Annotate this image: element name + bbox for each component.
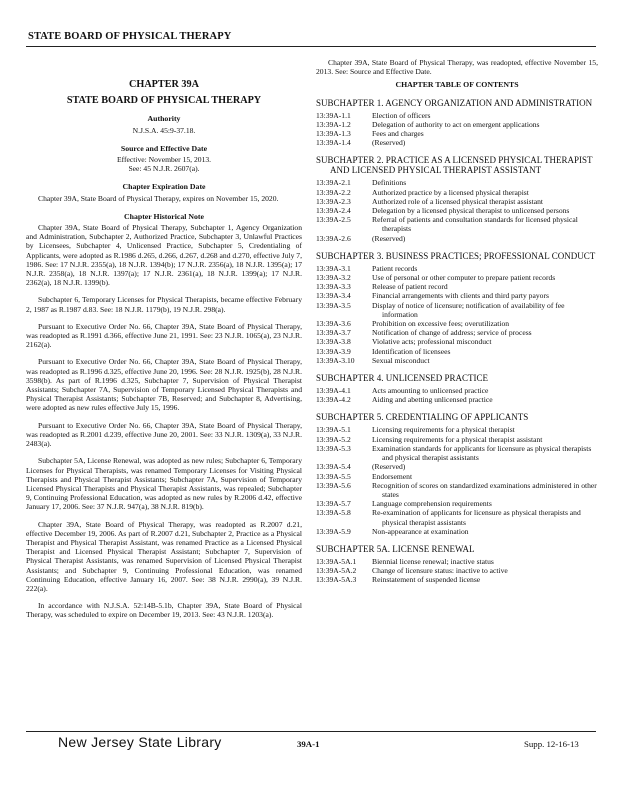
- historical-paragraph: Subchapter 5A, License Renewal, was adopted as new rules; Subchapter 6, Temporary Licenses for Physical Therapists, was renamed Temporary Licenses for Visiting Physical Therapists and Physical Therapist Assistants; Subchapter 7A, Supervision of Temporary Licensed Physical Therapists and Physical Therapist Assistants, was repealed; Subchapter 9, Continuing Professional Education, was adopted as new rules by R.2006 d.42, effective January 17, 2006. See: 37 N.J.R. 947(a), 38 N.J.R. 819(b).: [26, 456, 302, 512]
- section-title: Patient records: [372, 263, 418, 273]
- section-title: Endorsement: [372, 471, 413, 481]
- section-number: 13:39A-4.1: [316, 386, 351, 396]
- toc-entry: [316, 291, 598, 300]
- section-title: Biennial license renewal; inactive status: [372, 556, 494, 566]
- section-number: 13:39A-5.2: [316, 434, 351, 444]
- section-title: Acts amounting to unlicensed practice: [372, 386, 489, 396]
- section-title: Definitions: [372, 178, 407, 188]
- section-number: 13:39A-3.2: [316, 273, 351, 283]
- toc-entry: [316, 120, 598, 129]
- section-number: 13:39A-2.1: [316, 178, 351, 188]
- section-title: Non-appearance at examination: [372, 526, 469, 536]
- source-line: Effective: November 15, 2013.: [116, 155, 212, 165]
- toc-entry: [316, 557, 598, 566]
- left-column: [26, 58, 302, 628]
- readoption-note: Chapter 39A, State Board of Physical Therapy, was readopted, effective November 15, 2013. See: Source and Effective Date.: [316, 58, 598, 77]
- toc-entry: [316, 347, 598, 356]
- toc-entry: [316, 337, 598, 346]
- toc-entry: [316, 273, 598, 282]
- running-head: STATE BOARD OF PHYSICAL THERAPY: [28, 31, 232, 42]
- toc-entry: [316, 425, 598, 434]
- historical-paragraph: Chapter 39A, State Board of Physical Therapy, Subchapter 1, Agency Organization and Administration, Subchapter 2, Authorized Practice, Subchapter 3, Unlawful Practices by Licensees, Subchapter 4, Unlicensed Practice, Subchapter 5, Credentialing of Applicants, were adopted as R.1986 d.265, d.266, d.267, d.268 and d.270, effective July 7, 1986. See: 17 N.J.R. 2355(a), 18 N.J.R. 1394(b); 17 N.J.R. 2356(a), 18 N.J.R. 1395(a); 17 N.J.R. 2358(a), 18 N.J.R. 1397(a); 17 N.J.R. 2361(a), 18 N.J.R. 1399(a); 17 N.J.R. 2362(a), 18 N.J.R. 1399(b).: [26, 223, 302, 288]
- toc-entry: [316, 395, 598, 404]
- historical-paragraph: In accordance with N.J.S.A. 52:14B-5.1b, Chapter 39A, State Board of Physical Therapy, was scheduled to expire on December 19, 2013. See: 43 N.J.R. 1203(a).: [26, 601, 302, 620]
- library-logo-text: New Jersey State Library: [58, 734, 222, 750]
- section-number: 13:39A-1.2: [316, 119, 351, 129]
- section-number: 13:39A-5A.1: [316, 556, 357, 566]
- section-number: 13:39A-3.5: [316, 300, 351, 310]
- section-number: 13:39A-2.5: [316, 215, 351, 225]
- section-title: Identification of licensees: [372, 346, 451, 356]
- toc-entry: [316, 301, 598, 319]
- toc-entry: [316, 462, 598, 471]
- section-number: 13:39A-5.1: [316, 425, 351, 435]
- subchapter-title: SUBCHAPTER 3. BUSINESS PRACTICES; PROFESSIONAL CONDUCT: [316, 250, 596, 261]
- section-number: 13:39A-3.4: [316, 291, 351, 301]
- section-number: 13:39A-1.3: [316, 129, 351, 139]
- subchapter-title: SUBCHAPTER 5A. LICENSE RENEWAL: [316, 543, 475, 554]
- section-title: Referral of patients and consultation standards for licensed physical therapists: [372, 215, 578, 234]
- section-title: Delegation by a licensed physical therapist to unlicensed persons: [372, 206, 570, 216]
- toc-entry: [316, 129, 598, 138]
- section-title: Re-examination of applicants for licensure as physical therapists and physical therapist assistants: [372, 508, 581, 527]
- section-number: 13:39A-5.9: [316, 526, 351, 536]
- expiration-text: Chapter 39A, State Board of Physical Therapy, expires on November 15, 2020.: [38, 193, 279, 203]
- toc-entry: [316, 328, 598, 337]
- toc-entry: [316, 282, 598, 291]
- section-title: Fees and charges: [372, 129, 424, 139]
- section-title: (Reserved): [372, 138, 406, 148]
- toc-entry: [316, 527, 598, 536]
- historical-paragraph: Pursuant to Executive Order No. 66, Chapter 39A, State Board of Physical Therapy, was readopted as R.1991 d.366, effective June 21, 1991. See: 23 N.J.R. 1065(a), 23 N.J.R. 2162(a).: [26, 321, 302, 350]
- section-number: 13:39A-5.4: [316, 462, 351, 472]
- section-number: 13:39A-3.3: [316, 282, 351, 292]
- section-number: 13:39A-3.8: [316, 337, 351, 347]
- authority-text: N.J.S.A. 45:9-37.18.: [132, 125, 196, 135]
- section-title: Examination standards for applicants for licensure as physical therapists and physical therapist assistants: [372, 443, 592, 463]
- toc-entry: [316, 386, 598, 395]
- section-title: Authorized practice by a licensed physical therapist: [372, 187, 529, 197]
- toc-entry: [316, 234, 598, 243]
- toc-entry: [316, 264, 598, 273]
- toc-entry: [316, 197, 598, 206]
- section-number: 13:39A-5A.3: [316, 575, 357, 585]
- supplement-date: Supp. 12-16-13: [524, 739, 579, 749]
- section-title: Licensing requirements for a physical therapist assistant: [372, 434, 543, 444]
- historical-heading: Chapter Historical Note: [124, 211, 204, 221]
- section-title: Licensing requirements for a physical therapist: [372, 425, 515, 435]
- historical-paragraph: Pursuant to Executive Order No. 66, Chapter 39A, State Board of Physical Therapy, was readopted as R.2001 d.239, effective June 20, 2001. See: 33 N.J.R. 1309(a), 33 N.J.R. 2483(a).: [26, 420, 302, 449]
- footer-rule: [26, 731, 596, 732]
- toc-entry: [316, 566, 598, 575]
- chapter-number: CHAPTER 39A: [129, 79, 199, 90]
- section-number: 13:39A-2.6: [316, 233, 351, 243]
- section-number: 13:39A-3.7: [316, 328, 351, 338]
- section-title: Display of notice of licensure; notification of availability of fee information: [372, 300, 565, 319]
- toc-entry: [316, 188, 598, 197]
- section-title: Financial arrangements with clients and third party payors: [372, 291, 549, 301]
- toc-entry: [316, 319, 598, 328]
- section-number: 13:39A-2.4: [316, 206, 351, 216]
- section-number: 13:39A-5.3: [316, 443, 351, 453]
- table-of-contents: [316, 98, 598, 585]
- section-number: 13:39A-5.7: [316, 499, 351, 509]
- section-number: 13:39A-1.4: [316, 138, 351, 148]
- section-number: 13:39A-3.9: [316, 346, 351, 356]
- section-title: Violative acts; professional misconduct: [372, 337, 492, 347]
- section-title: Language comprehension requirements: [372, 499, 492, 509]
- right-column: [316, 58, 598, 585]
- section-title: Authorized role of a licensed physical therapist assistant: [372, 196, 544, 206]
- historical-paragraph: Subchapter 6, Temporary Licenses for Physical Therapists, became effective February 2, 1987 as R.1987 d.83. See: 18 N.J.R. 1179(b), 19 N.J.R. 298(a).: [26, 295, 302, 314]
- section-title: Delegation of authority to act on emergent applications: [372, 119, 540, 129]
- historical-paragraph: Chapter 39A, State Board of Physical Therapy, was readopted as R.2007 d.21, effective December 19, 2006. As part of R.2007 d.21, Subchapter 2, Practice as a Physical Therapist and Physical Therapist Assistant, was renamed Practice as a Licensed Physical Therapist and Licensed Physical Therapist Assistant; Subchapter 7, Supervision of Physical Therapist Assistants, was renamed Supervision of Licensed Physical Therapist Assistants; and Subchapter 9, Continuing Professional Education, was renamed Continuing Education, effective January 16, 2007. See: 38 N.J.R. 2990(a), 39 N.J.R. 222(a).: [26, 519, 302, 593]
- section-number: 13:39A-3.10: [316, 355, 355, 365]
- section-number: 13:39A-3.1: [316, 263, 351, 273]
- subchapter-title: SUBCHAPTER 1. AGENCY ORGANIZATION AND ADMINISTRATION: [316, 97, 593, 108]
- section-number: 13:39A-3.6: [316, 319, 351, 329]
- section-title: Sexual misconduct: [372, 355, 430, 365]
- toc-entry: [316, 472, 598, 481]
- toc-entry: [316, 111, 598, 120]
- section-number: 13:39A-5.8: [316, 508, 351, 518]
- section-number: 13:39A-5.5: [316, 471, 351, 481]
- section-title: Prohibition on excessive fees; overutilization: [372, 319, 510, 329]
- source-heading: Source and Effective Date: [120, 143, 208, 153]
- source-line: See: 45 N.J.R. 2607(a).: [128, 164, 200, 174]
- section-title: Release of patient record: [372, 282, 448, 292]
- toc-entry: [316, 508, 598, 526]
- toc-entry: [316, 499, 598, 508]
- subchapter-title: SUBCHAPTER 4. UNLICENSED PRACTICE: [316, 373, 489, 384]
- section-title: Use of personal or other computer to prepare patient records: [372, 273, 556, 283]
- toc-heading: CHAPTER TABLE OF CONTENTS: [395, 80, 519, 90]
- section-number: 13:39A-4.2: [316, 395, 351, 405]
- subchapter-title: SUBCHAPTER 5. CREDENTIALING OF APPLICANTS: [316, 412, 529, 423]
- subchapter-title: SUBCHAPTER 2. PRACTICE AS A LICENSED PHYSICAL THERAPIST AND LICENSED PHYSICAL THERAPIST ASSISTANT: [316, 155, 593, 176]
- toc-entry: [316, 206, 598, 215]
- toc-entry: [316, 356, 598, 365]
- toc-entry: [316, 178, 598, 187]
- section-number: 13:39A-2.3: [316, 196, 351, 206]
- section-title: Election of officers: [372, 110, 431, 120]
- section-title: (Reserved): [372, 233, 406, 243]
- authority-heading: Authority: [147, 114, 181, 124]
- historical-paragraph: Pursuant to Executive Order No. 66, Chapter 39A, State Board of Physical Therapy, was readopted as R.1996 d.325, effective June 20, 1996. See: 28 N.J.R. 1925(b), 28 N.J.R. 3598(b). As part of R.1996 d.325, Subchapter 7, Supervision of Physical Therapist Assistants; Subchapter 7A, Supervision of Temporary Licensed Physical Therapists and Physical Therapist Assistants; Subchapter 7B, Reserved; and Subchapter 8, Advertising, were adopted as new rules effective July 15, 1996.: [26, 357, 302, 413]
- section-title: Reinstatement of suspended license: [372, 575, 481, 585]
- toc-entry: [316, 444, 598, 462]
- section-title: Notification of change of address; service of process: [372, 328, 532, 338]
- section-number: 13:39A-1.1: [316, 110, 351, 120]
- toc-entry: [316, 138, 598, 147]
- toc-entry: [316, 435, 598, 444]
- section-title: Aiding and abetting unlicensed practice: [372, 395, 493, 405]
- page-number: 39A-1: [297, 739, 320, 749]
- header-rule: [26, 46, 596, 47]
- section-number: 13:39A-5.6: [316, 480, 351, 490]
- toc-entry: [316, 215, 598, 233]
- section-title: (Reserved): [372, 462, 406, 472]
- toc-entry: [316, 575, 598, 584]
- chapter-title: STATE BOARD OF PHYSICAL THERAPY: [66, 95, 262, 107]
- section-number: 13:39A-5A.2: [316, 566, 357, 576]
- section-title: Recognition of scores on standardized examinations administered in other states: [372, 480, 597, 499]
- toc-entry: [316, 481, 598, 499]
- section-title: Change of licensure status: inactive to active: [372, 566, 508, 576]
- expiration-heading: Chapter Expiration Date: [122, 182, 206, 192]
- section-number: 13:39A-2.2: [316, 187, 351, 197]
